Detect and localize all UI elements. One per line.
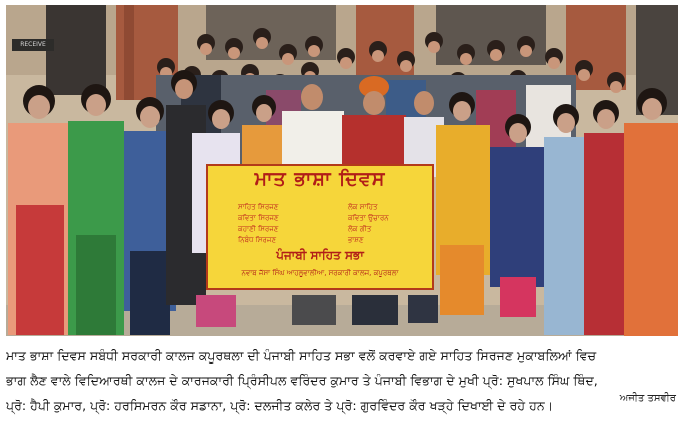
caption-line-1: ਮਾਤ ਭਾਸ਼ਾ ਦਿਵਸ ਸਬੰਧੀ ਸਰਕਾਰੀ ਕਾਲਜ ਕਪੂਰਥਲਾ ਦੀ ਪੰਜਾਬੀ ਸਾਹਿਤ ਸਭਾ ਵਲੋਂ ਕਰਵਾਏ ਗਏ ਸਾਹਿਤ ਸਿਰਜਣ ਮੁਕਾਬਲਿਆਂ ਵਿਚ xyxy=(6,348,597,363)
banner-left-item: ਕਵਿਤਾ ਸਿਰਜਣ xyxy=(238,214,279,222)
building-sign: RECEIVE xyxy=(12,39,54,51)
caption-line-2: ਭਾਗ ਲੈਣ ਵਾਲੇ ਵਿਦਿਆਰਥੀ ਕਾਲਜ ਦੇ ਕਾਰਜਕਾਰੀ ਪ੍ਰਿੰਸੀਪਲ ਵਰਿੰਦਰ ਕੁਮਾਰ ਤੇ ਪੰਜਾਬੀ ਵਿਭਾਗ ਦੇ ਮੁਖੀ ਪ੍ਰੋ: ਸੁਖਪਾਲ ਸਿੰਘ ਥਿੰਦ, xyxy=(6,373,598,388)
banner-left-item: ਸਾਹਿਤ ਸਿਰਜਣ xyxy=(238,203,279,211)
banner-college-name: ਨਵਾਬ ਜੱਸਾ ਸਿੰਘ ਆਹਲੂਵਾਲੀਆ, ਸਰਕਾਰੀ ਕਾਲਜ, ਕਪੂਰਥਲਾ xyxy=(241,269,399,277)
event-banner xyxy=(206,164,434,290)
banner-right-item: ਕਵਿਤਾ ਉਚਾਰਨ xyxy=(348,214,389,222)
banner-right-item: ਲੋਕ ਗੀਤ xyxy=(348,225,372,233)
banner-org-name: ਪੰਜਾਬੀ ਸਾਹਿਤ ਸਭਾ xyxy=(276,248,364,262)
banner-right-list xyxy=(348,202,389,246)
banner-right-item: ਭਾਸ਼ਣ xyxy=(348,236,364,244)
photo-credit: ਅਜੀਤ ਤਸਵੀਰ xyxy=(619,393,676,404)
banner-left-item: ਨਿਬੰਧ ਸਿਰਜਣ xyxy=(238,236,277,244)
photo-caption xyxy=(6,343,678,418)
banner-title: ਮਾਤ ਭਾਸ਼ਾ ਦਿਵਸ xyxy=(254,168,386,190)
caption-line-3: ਪ੍ਰੋ: ਹੈਪੀ ਕੁਮਾਰ, ਪ੍ਰੋ: ਹਰਸਿਮਰਨ ਕੌਰ ਸਡਾਨਾ, ਪ੍ਰੋ: ਦਲਜੀਤ ਕਲੇਰ ਤੇ ਪ੍ਰੋ: ਗੁਰਵਿੰਦਰ ਕੌਰ ਖੜ੍ਹੇ ਦਿਖਾਈ ਦੇ ਰਹੇ ਹਨ। xyxy=(6,398,554,413)
banner-left-item: ਕਹਾਣੀ ਸਿਰਜਣ xyxy=(238,225,279,233)
banner-right-item: ਲੋਕ ਸਾਹਿਤ xyxy=(348,203,378,211)
banner-left-list xyxy=(238,202,279,246)
